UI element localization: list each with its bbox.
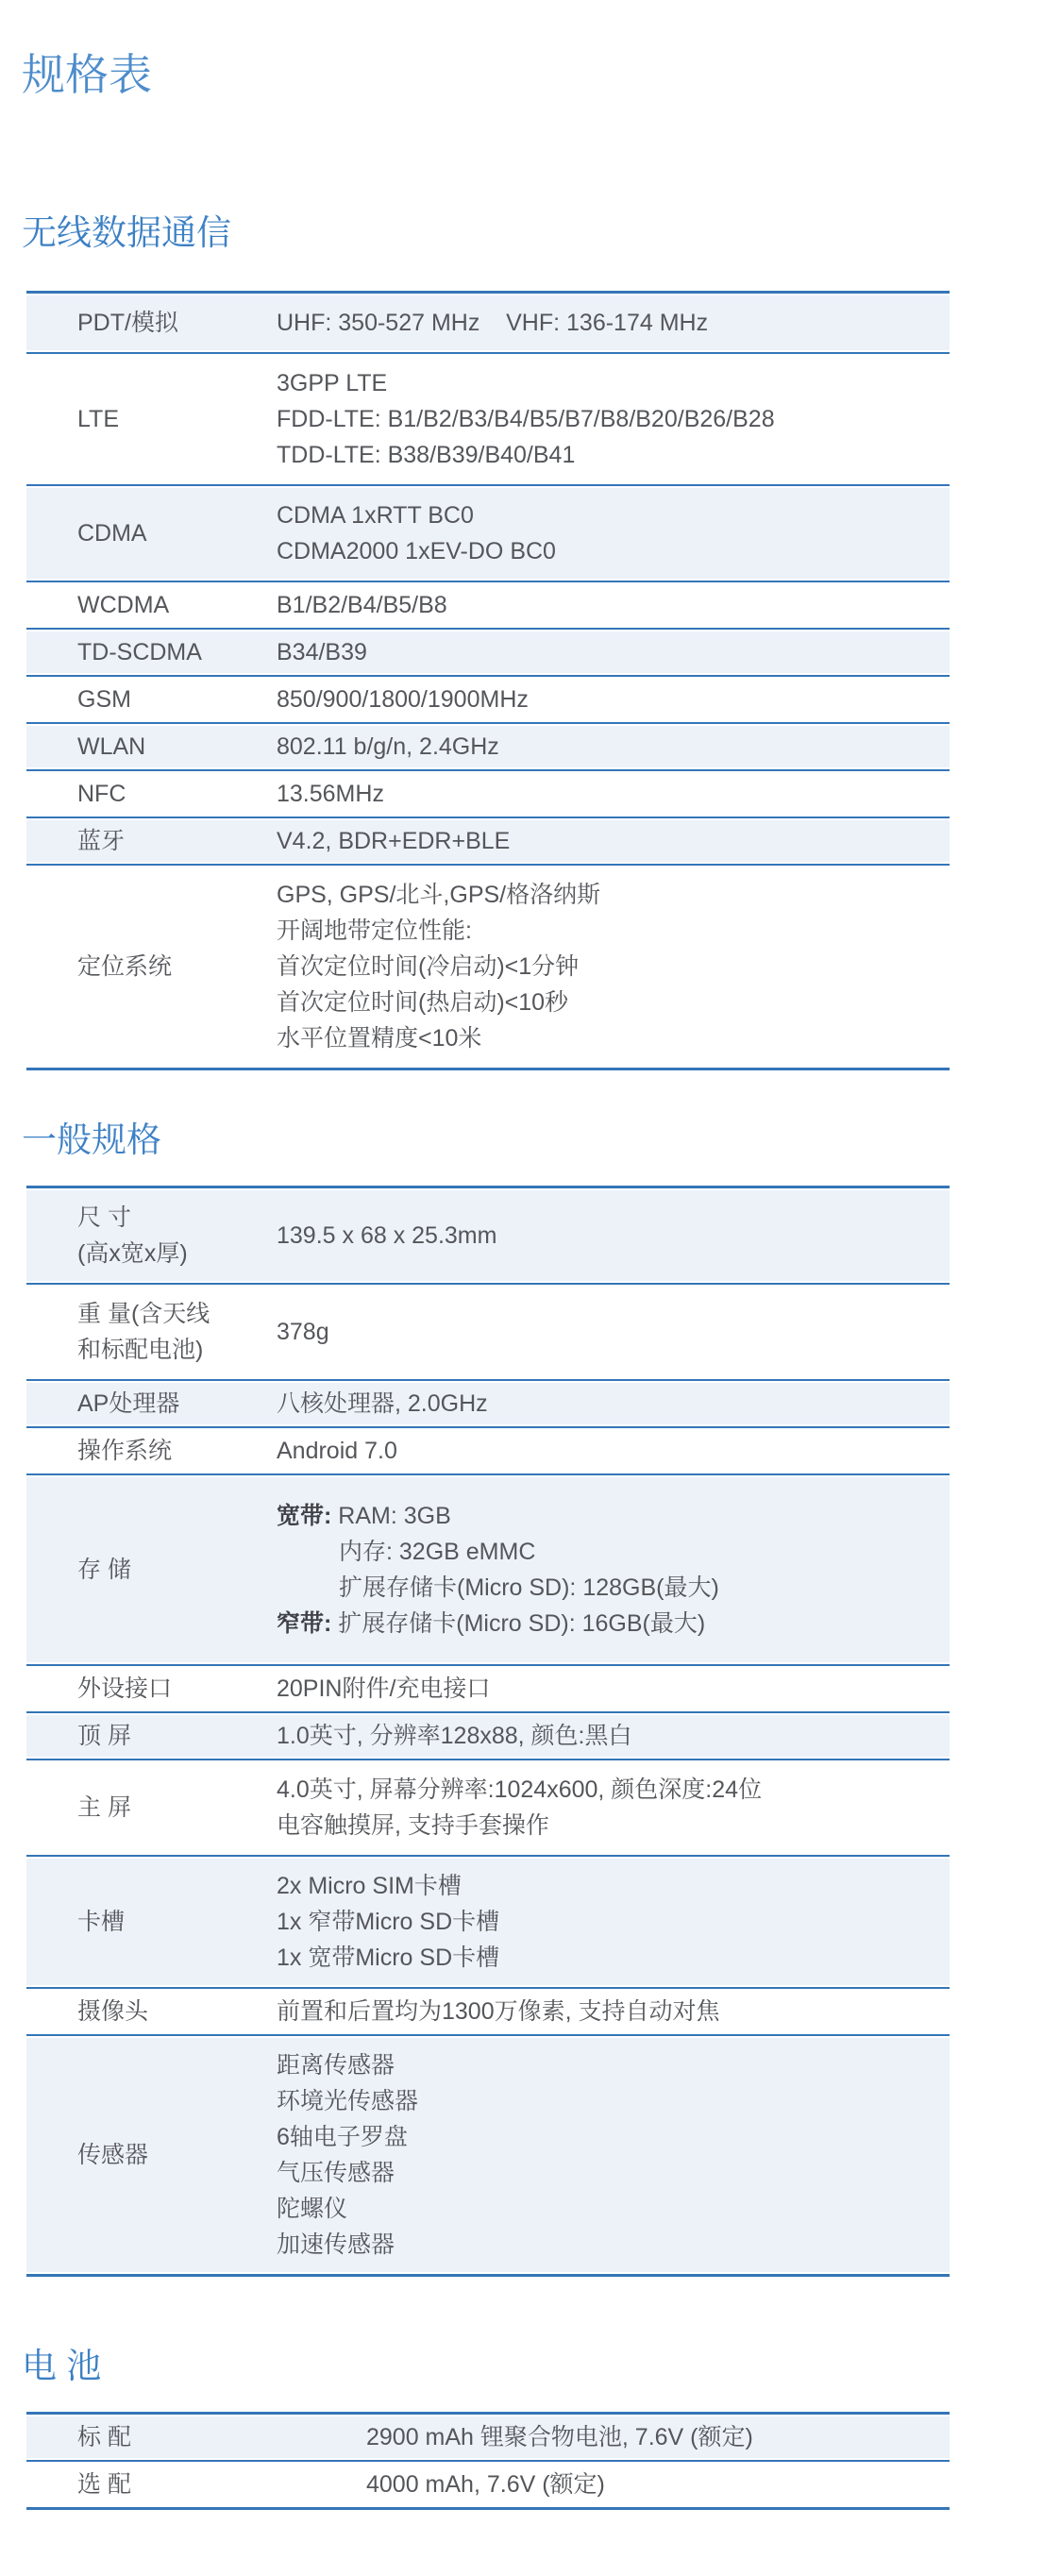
- spec-value-line: 八核处理器, 2.0GHz: [277, 1389, 488, 1417]
- spec-value-line: Android 7.0: [277, 1437, 397, 1464]
- spec-label-line: 标 配: [77, 2424, 131, 2451]
- spec-label: [26, 2467, 277, 2502]
- spec-value-line: 2x Micro SIM卡槽: [277, 1872, 462, 1899]
- spec-label: [26, 515, 277, 551]
- section-heading-battery: 电 池: [22, 2346, 102, 2385]
- spec-value: [277, 823, 950, 859]
- spec-value-line: 802.11 b/g/n, 2.4GHz: [277, 732, 499, 760]
- spec-label-line: 摄像头: [77, 1997, 149, 2025]
- spec-row: [26, 1855, 950, 1987]
- general-spec-table: [26, 1186, 950, 2277]
- spec-label-line: LTE: [77, 405, 119, 432]
- spec-value-line: 20PIN附件/充电接口: [277, 1675, 491, 1702]
- spec-label-line: NFC: [77, 780, 126, 807]
- spec-label: [26, 2137, 277, 2173]
- spec-value-line: 前置和后置均为1300万像素, 支持自动对焦: [277, 1997, 720, 2025]
- spec-value-line: 加速传感器: [277, 2231, 395, 2258]
- spec-value-line: UHF: 350-527 MHz VHF: 136-174 MHz: [277, 309, 709, 336]
- spec-value-line: 1.0英寸, 分辨率128x88, 颜色:黑白: [277, 1722, 632, 1749]
- spec-value-line: CDMA2000 1xEV-DO BC0: [277, 537, 556, 564]
- spec-value-line: 4.0英寸, 屏幕分辨率:1024x600, 颜色深度:24位: [277, 1776, 763, 1803]
- spec-row: [26, 864, 950, 1068]
- spec-value: [277, 1772, 950, 1844]
- spec-value: [277, 1718, 950, 1754]
- spec-label-line: 顶 屏: [77, 1722, 131, 1749]
- spec-value-line: 2900 mAh 锂聚合物电池, 7.6V (额定): [366, 2424, 753, 2451]
- spec-label-line: (高x宽x厚): [77, 1239, 188, 1267]
- spec-value-line: FDD-LTE: B1/B2/B3/B4/B5/B7/B8/B20/B26/B28: [277, 405, 775, 432]
- spec-label: [26, 776, 277, 812]
- spec-label: [26, 1790, 277, 1826]
- spec-label: [26, 305, 277, 341]
- spec-value: [277, 497, 950, 569]
- spec-value-line: B34/B39: [277, 638, 367, 665]
- spec-value: [277, 682, 950, 717]
- spec-row: [26, 1379, 950, 1426]
- spec-label-line: CDMA: [77, 519, 147, 547]
- spec-row: [26, 722, 950, 769]
- spec-label-line: TD-SCDMA: [77, 638, 202, 665]
- spec-label-line: 重 量(含天线: [77, 1300, 210, 1327]
- spec-value-line: 宽带: RAM: 3GB: [277, 1502, 451, 1529]
- spec-label: [26, 2419, 277, 2455]
- spec-value-line: 内存: 32GB eMMC: [339, 1538, 536, 1565]
- spec-label: [26, 1994, 277, 2029]
- spec-row: [26, 628, 950, 675]
- spec-row: [26, 352, 950, 484]
- spec-value: [277, 1386, 950, 1422]
- spec-row: [26, 2034, 950, 2274]
- spec-value: [277, 1994, 950, 2029]
- spec-label-line: WLAN: [77, 732, 146, 760]
- spec-row: [26, 1473, 950, 1664]
- spec-value: [277, 729, 950, 765]
- spec-label: [26, 1296, 277, 1368]
- spec-label: [26, 401, 277, 437]
- spec-value-line: 378g: [277, 1318, 329, 1345]
- spec-label-line: 外设接口: [77, 1675, 173, 1702]
- spec-value-line: 气压传感器: [277, 2159, 395, 2186]
- spec-value: [277, 1498, 950, 1642]
- spec-value: [277, 1671, 950, 1707]
- spec-row: [26, 675, 950, 722]
- spec-label: [26, 949, 277, 985]
- spec-value-line: B1/B2/B4/B5/B8: [277, 591, 447, 618]
- spec-row: [26, 1188, 950, 1283]
- spec-value: [277, 1218, 950, 1254]
- spec-value: [277, 305, 950, 341]
- spec-label-line: 操作系统: [77, 1437, 173, 1464]
- spec-label: [26, 1671, 277, 1707]
- section-general: [0, 1120, 1043, 2277]
- spec-value-line: 6轴电子罗盘: [277, 2123, 408, 2150]
- spec-value-line: 开阔地带定位性能:: [277, 917, 472, 944]
- spec-value-line: CDMA 1xRTT BC0: [277, 501, 474, 529]
- section-battery: [0, 2346, 1043, 2510]
- spec-label-line: 和标配电池): [77, 1336, 204, 1363]
- spec-value-line: 139.5 x 68 x 25.3mm: [277, 1221, 497, 1249]
- spec-value: [277, 634, 950, 670]
- spec-row: [26, 484, 950, 581]
- spec-value-line: 水平位置精度<10米: [277, 1024, 482, 1052]
- spec-value-line: 850/900/1800/1900MHz: [277, 685, 529, 713]
- spec-value-line: V4.2, BDR+EDR+BLE: [277, 827, 511, 854]
- spec-label-line: 传感器: [77, 2141, 149, 2168]
- spec-label: [26, 1718, 277, 1754]
- spec-value-bold-prefix: 宽带:: [277, 1502, 332, 1529]
- spec-value-line: 距离传感器: [277, 2051, 395, 2079]
- spec-value-line: 首次定位时间(热启动)<10秒: [277, 988, 569, 1016]
- spec-label-line: 定位系统: [77, 952, 173, 980]
- spec-row: [26, 1987, 950, 2034]
- spec-value-line: 窄带: 扩展存储卡(Micro SD): 16GB(最大): [277, 1609, 706, 1637]
- page-title: 规格表: [22, 50, 152, 99]
- spec-value-line: 扩展存储卡(Micro SD): 128GB(最大): [339, 1574, 719, 1601]
- spec-row: [26, 581, 950, 628]
- spec-label-line: WCDMA: [77, 591, 170, 618]
- spec-value-line: 4000 mAh, 7.6V (额定): [366, 2471, 605, 2499]
- spec-row: [26, 294, 950, 352]
- spec-label-line: 蓝牙: [77, 827, 126, 854]
- spec-value-line: GPS, GPS/北斗,GPS/格洛纳斯: [277, 881, 601, 908]
- spec-label: [26, 1904, 277, 1940]
- spec-value-line: 1x 窄带Micro SD卡槽: [277, 1908, 500, 1935]
- spec-value-line: 陀螺仪: [277, 2195, 348, 2222]
- spec-value-line: TDD-LTE: B38/B39/B40/B41: [277, 441, 576, 468]
- spec-value: [277, 1433, 950, 1469]
- spec-label-line: 尺 寸: [77, 1204, 131, 1231]
- spec-value: [277, 877, 950, 1056]
- spec-label-line: PDT/模拟: [77, 309, 178, 336]
- spec-label: [26, 1386, 277, 1422]
- spec-value-line: 13.56MHz: [277, 780, 384, 807]
- spec-value: [277, 1868, 950, 1976]
- spec-value: [277, 2047, 950, 2263]
- wireless-spec-table: [26, 291, 950, 1070]
- spec-row: [26, 1664, 950, 1711]
- spec-value-line: 首次定位时间(冷启动)<1分钟: [277, 952, 580, 980]
- spec-value: [277, 2467, 950, 2502]
- spec-value-bold-prefix: 窄带:: [277, 1609, 332, 1637]
- spec-value-line: 1x 宽带Micro SD卡槽: [277, 1944, 500, 1971]
- spec-label-line: GSM: [77, 685, 131, 713]
- spec-value: [277, 776, 950, 812]
- spec-label-line: 存 储: [77, 1556, 131, 1583]
- spec-label-line: 选 配: [77, 2471, 131, 2499]
- spec-row: [26, 2460, 950, 2507]
- section-heading-general: 一般规格: [22, 1120, 161, 1159]
- spec-row: [26, 1283, 950, 1379]
- spec-row: [26, 2415, 950, 2460]
- spec-row: [26, 1711, 950, 1759]
- spec-label: [26, 1200, 277, 1271]
- spec-value: [277, 587, 950, 623]
- spec-value-line: 3GPP LTE: [277, 369, 388, 396]
- spec-label: [26, 634, 277, 670]
- spec-label-line: 主 屏: [77, 1793, 131, 1821]
- spec-value: [277, 365, 950, 473]
- section-heading-wireless: 无线数据通信: [22, 213, 231, 253]
- spec-label-line: AP处理器: [77, 1389, 180, 1417]
- spec-value: [277, 1314, 950, 1350]
- spec-label: [26, 729, 277, 765]
- spec-label-line: 卡槽: [77, 1908, 126, 1935]
- spec-row: [26, 769, 950, 817]
- spec-label: [26, 587, 277, 623]
- spec-row: [26, 1759, 950, 1855]
- spec-row: [26, 817, 950, 864]
- section-wireless: [0, 212, 1043, 1069]
- spec-label: [26, 682, 277, 717]
- spec-label: [26, 1552, 277, 1588]
- spec-row: [26, 1426, 950, 1473]
- battery-spec-table: [26, 2412, 950, 2510]
- spec-value-line: 电容触摸屏, 支持手套操作: [277, 1811, 549, 1839]
- spec-value-line: 环境光传感器: [277, 2087, 419, 2114]
- spec-label: [26, 823, 277, 859]
- spec-value: [277, 2419, 950, 2455]
- spec-label: [26, 1433, 277, 1469]
